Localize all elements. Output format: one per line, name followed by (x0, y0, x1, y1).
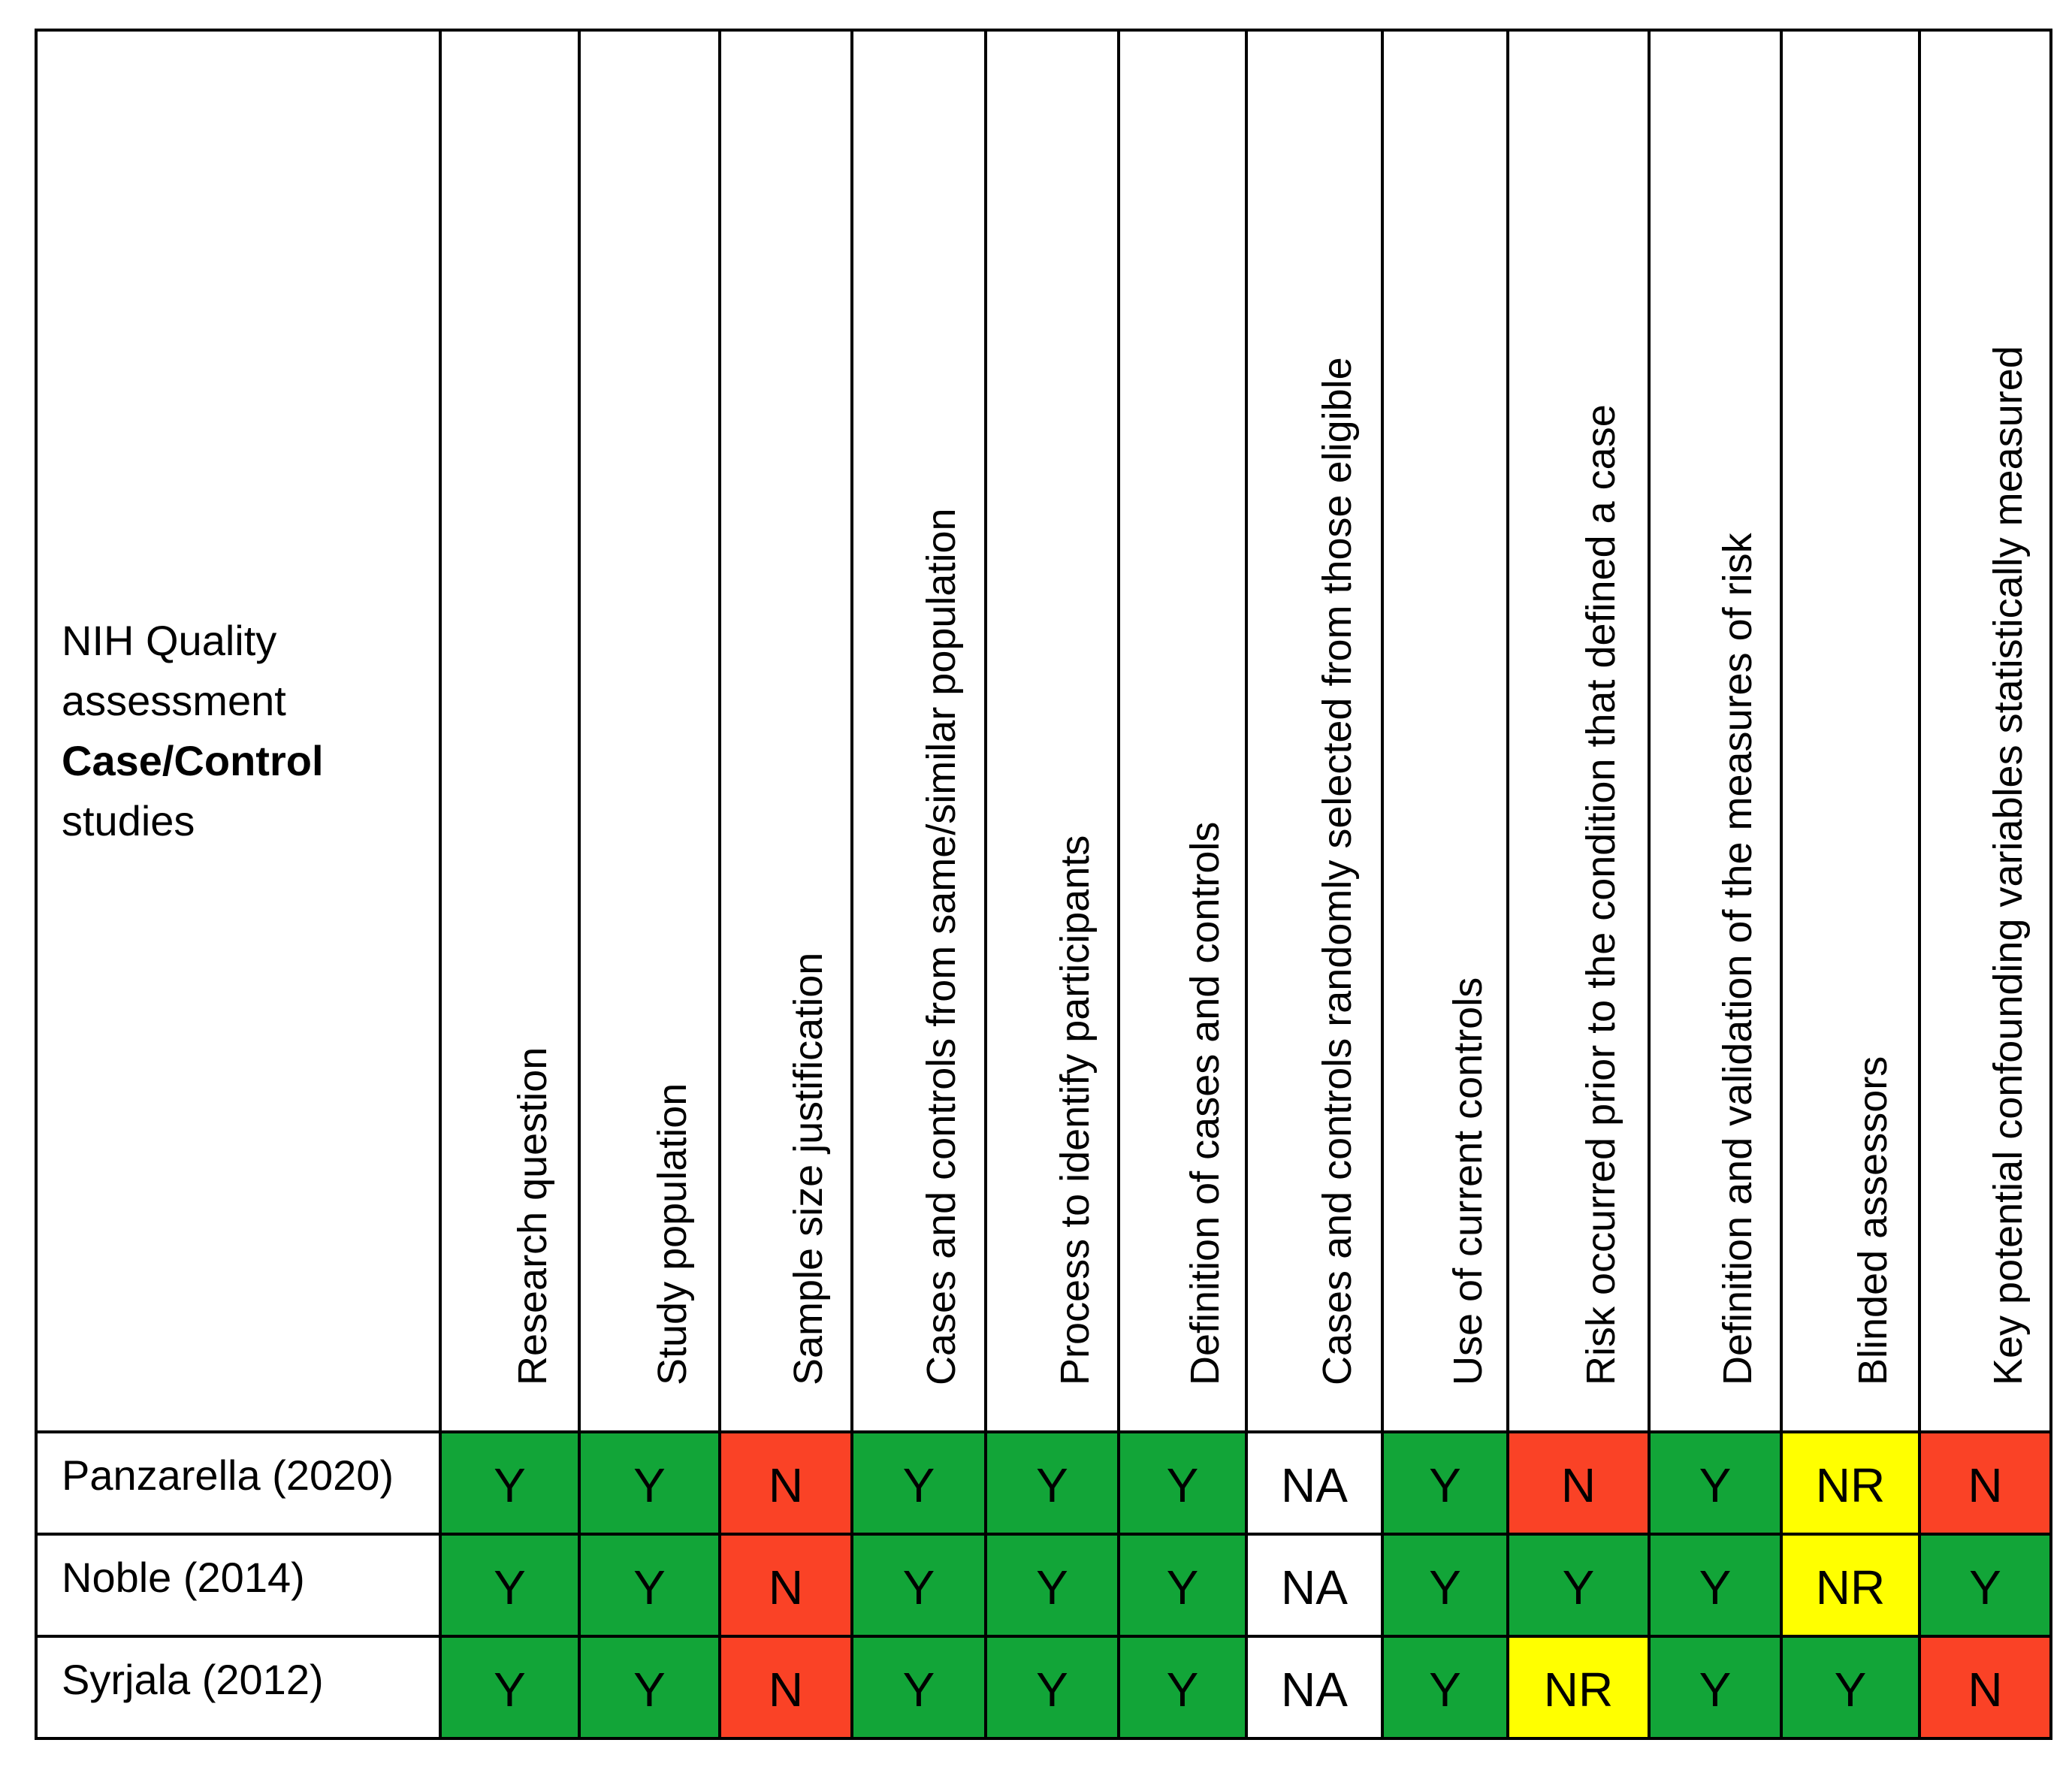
rating-value: Y (1036, 1560, 1068, 1614)
column-header (852, 30, 986, 1432)
rating-value: Y (1834, 1663, 1867, 1717)
rating-value: Y (902, 1560, 935, 1614)
rating-cell (440, 1636, 579, 1738)
rating-cell (1781, 1534, 1919, 1636)
column-header-label: Cases and controls randomly selected from those eligible (1314, 357, 1360, 1385)
rating-cell (852, 1432, 986, 1534)
rating-value: Y (902, 1663, 935, 1717)
header-row (36, 30, 2051, 1432)
rating-value: Y (633, 1663, 666, 1717)
column-header (1382, 30, 1508, 1432)
rating-cell (986, 1534, 1119, 1636)
quality-assessment-table (35, 29, 2052, 1740)
rating-cell (440, 1432, 579, 1534)
column-header-label: Research question (509, 1047, 555, 1385)
rating-cell (986, 1636, 1119, 1738)
rating-cell (579, 1534, 720, 1636)
title-line-1: NIH Quality (62, 617, 277, 664)
table-row (36, 1432, 2051, 1534)
study-label (36, 1534, 440, 1636)
rating-cell (852, 1636, 986, 1738)
rating-cell (1508, 1636, 1649, 1738)
column-header (1246, 30, 1382, 1432)
rating-cell (1119, 1534, 1246, 1636)
rating-value: Y (494, 1560, 526, 1614)
column-header-label: Key potential confounding variables statistically measured (1985, 346, 2031, 1385)
rating-cell (1649, 1432, 1781, 1534)
rating-value: Y (1166, 1458, 1199, 1512)
rating-cell (1382, 1534, 1508, 1636)
study-name: Noble (2014) (62, 1554, 305, 1601)
study-label (36, 1432, 440, 1534)
rating-value: N (768, 1663, 804, 1717)
rating-value: Y (1036, 1663, 1068, 1717)
title-line-3: Case/Control (62, 737, 324, 784)
column-header (1649, 30, 1781, 1432)
rating-value: Y (633, 1458, 666, 1512)
rating-value: NR (1815, 1458, 1886, 1512)
rating-value: Y (1429, 1560, 1461, 1614)
rating-value: Y (633, 1560, 666, 1614)
column-header (1919, 30, 2051, 1432)
column-header-label: Study population (649, 1083, 695, 1385)
rating-value: Y (1166, 1663, 1199, 1717)
column-header-label: Cases and controls from same/similar population (919, 508, 964, 1385)
rating-value: Y (1429, 1458, 1461, 1512)
column-header-label: Sample size justification (786, 952, 831, 1385)
rating-value: Y (1699, 1663, 1732, 1717)
rating-value: N (768, 1458, 804, 1512)
column-header-label: Blinded assessors (1850, 1056, 1895, 1385)
rating-cell (1919, 1636, 2051, 1738)
table-title-cell (36, 30, 440, 1432)
rating-cell (986, 1432, 1119, 1534)
column-header (720, 30, 852, 1432)
rating-cell (1246, 1432, 1382, 1534)
rating-cell (720, 1636, 852, 1738)
rating-cell (720, 1432, 852, 1534)
rating-cell (1508, 1432, 1649, 1534)
rating-cell (1919, 1432, 2051, 1534)
column-header-label: Use of current controls (1445, 977, 1491, 1385)
table-row (36, 1636, 2051, 1738)
rating-cell (440, 1534, 579, 1636)
column-header-label: Process to identify participants (1052, 835, 1098, 1385)
rating-value: N (1968, 1458, 2003, 1512)
rating-cell (1382, 1432, 1508, 1534)
rating-value: Y (1562, 1560, 1595, 1614)
title-line-4: studies (62, 797, 195, 844)
rating-value: N (1968, 1663, 2003, 1717)
rating-value: Y (1429, 1663, 1461, 1717)
rating-value: NA (1281, 1560, 1348, 1614)
study-name: Panzarella (2020) (62, 1451, 394, 1499)
table-row (36, 1534, 2051, 1636)
column-header (579, 30, 720, 1432)
rating-value: Y (494, 1663, 526, 1717)
rating-cell (1119, 1636, 1246, 1738)
column-header (1119, 30, 1246, 1432)
rating-cell (1246, 1636, 1382, 1738)
column-header (1508, 30, 1649, 1432)
column-header-label: Risk occurred prior to the condition that defined a case (1578, 404, 1623, 1385)
column-header (440, 30, 579, 1432)
rating-cell (1649, 1636, 1781, 1738)
rating-cell (579, 1636, 720, 1738)
rating-cell (1781, 1636, 1919, 1738)
study-label (36, 1636, 440, 1738)
rating-cell (1246, 1534, 1382, 1636)
rating-cell (579, 1432, 720, 1534)
rating-cell (1919, 1534, 2051, 1636)
rating-value: NA (1281, 1458, 1348, 1512)
rating-cell (1508, 1534, 1649, 1636)
rating-value: NA (1281, 1663, 1348, 1717)
rating-cell (1781, 1432, 1919, 1534)
column-header-label: Definition and validation of the measures of risk (1715, 533, 1760, 1385)
column-header (1781, 30, 1919, 1432)
rating-cell (1649, 1534, 1781, 1636)
rating-value: NR (1543, 1663, 1614, 1717)
rating-value: Y (1699, 1458, 1732, 1512)
rating-value: Y (1699, 1560, 1732, 1614)
rating-value: Y (1969, 1560, 2001, 1614)
rating-value: NR (1815, 1560, 1886, 1614)
study-name: Syrjala (2012) (62, 1656, 324, 1703)
rating-value: Y (902, 1458, 935, 1512)
rating-cell (1382, 1636, 1508, 1738)
column-header (986, 30, 1119, 1432)
title-line-2: assessment (62, 677, 286, 724)
rating-cell (1119, 1432, 1246, 1534)
rating-cell (852, 1534, 986, 1636)
rating-value: N (768, 1560, 804, 1614)
rating-value: Y (1166, 1560, 1199, 1614)
rating-value: N (1560, 1458, 1596, 1512)
rating-value: Y (494, 1458, 526, 1512)
column-header-label: Definition of cases and controls (1182, 821, 1228, 1385)
rating-cell (720, 1534, 852, 1636)
rating-value: Y (1036, 1458, 1068, 1512)
